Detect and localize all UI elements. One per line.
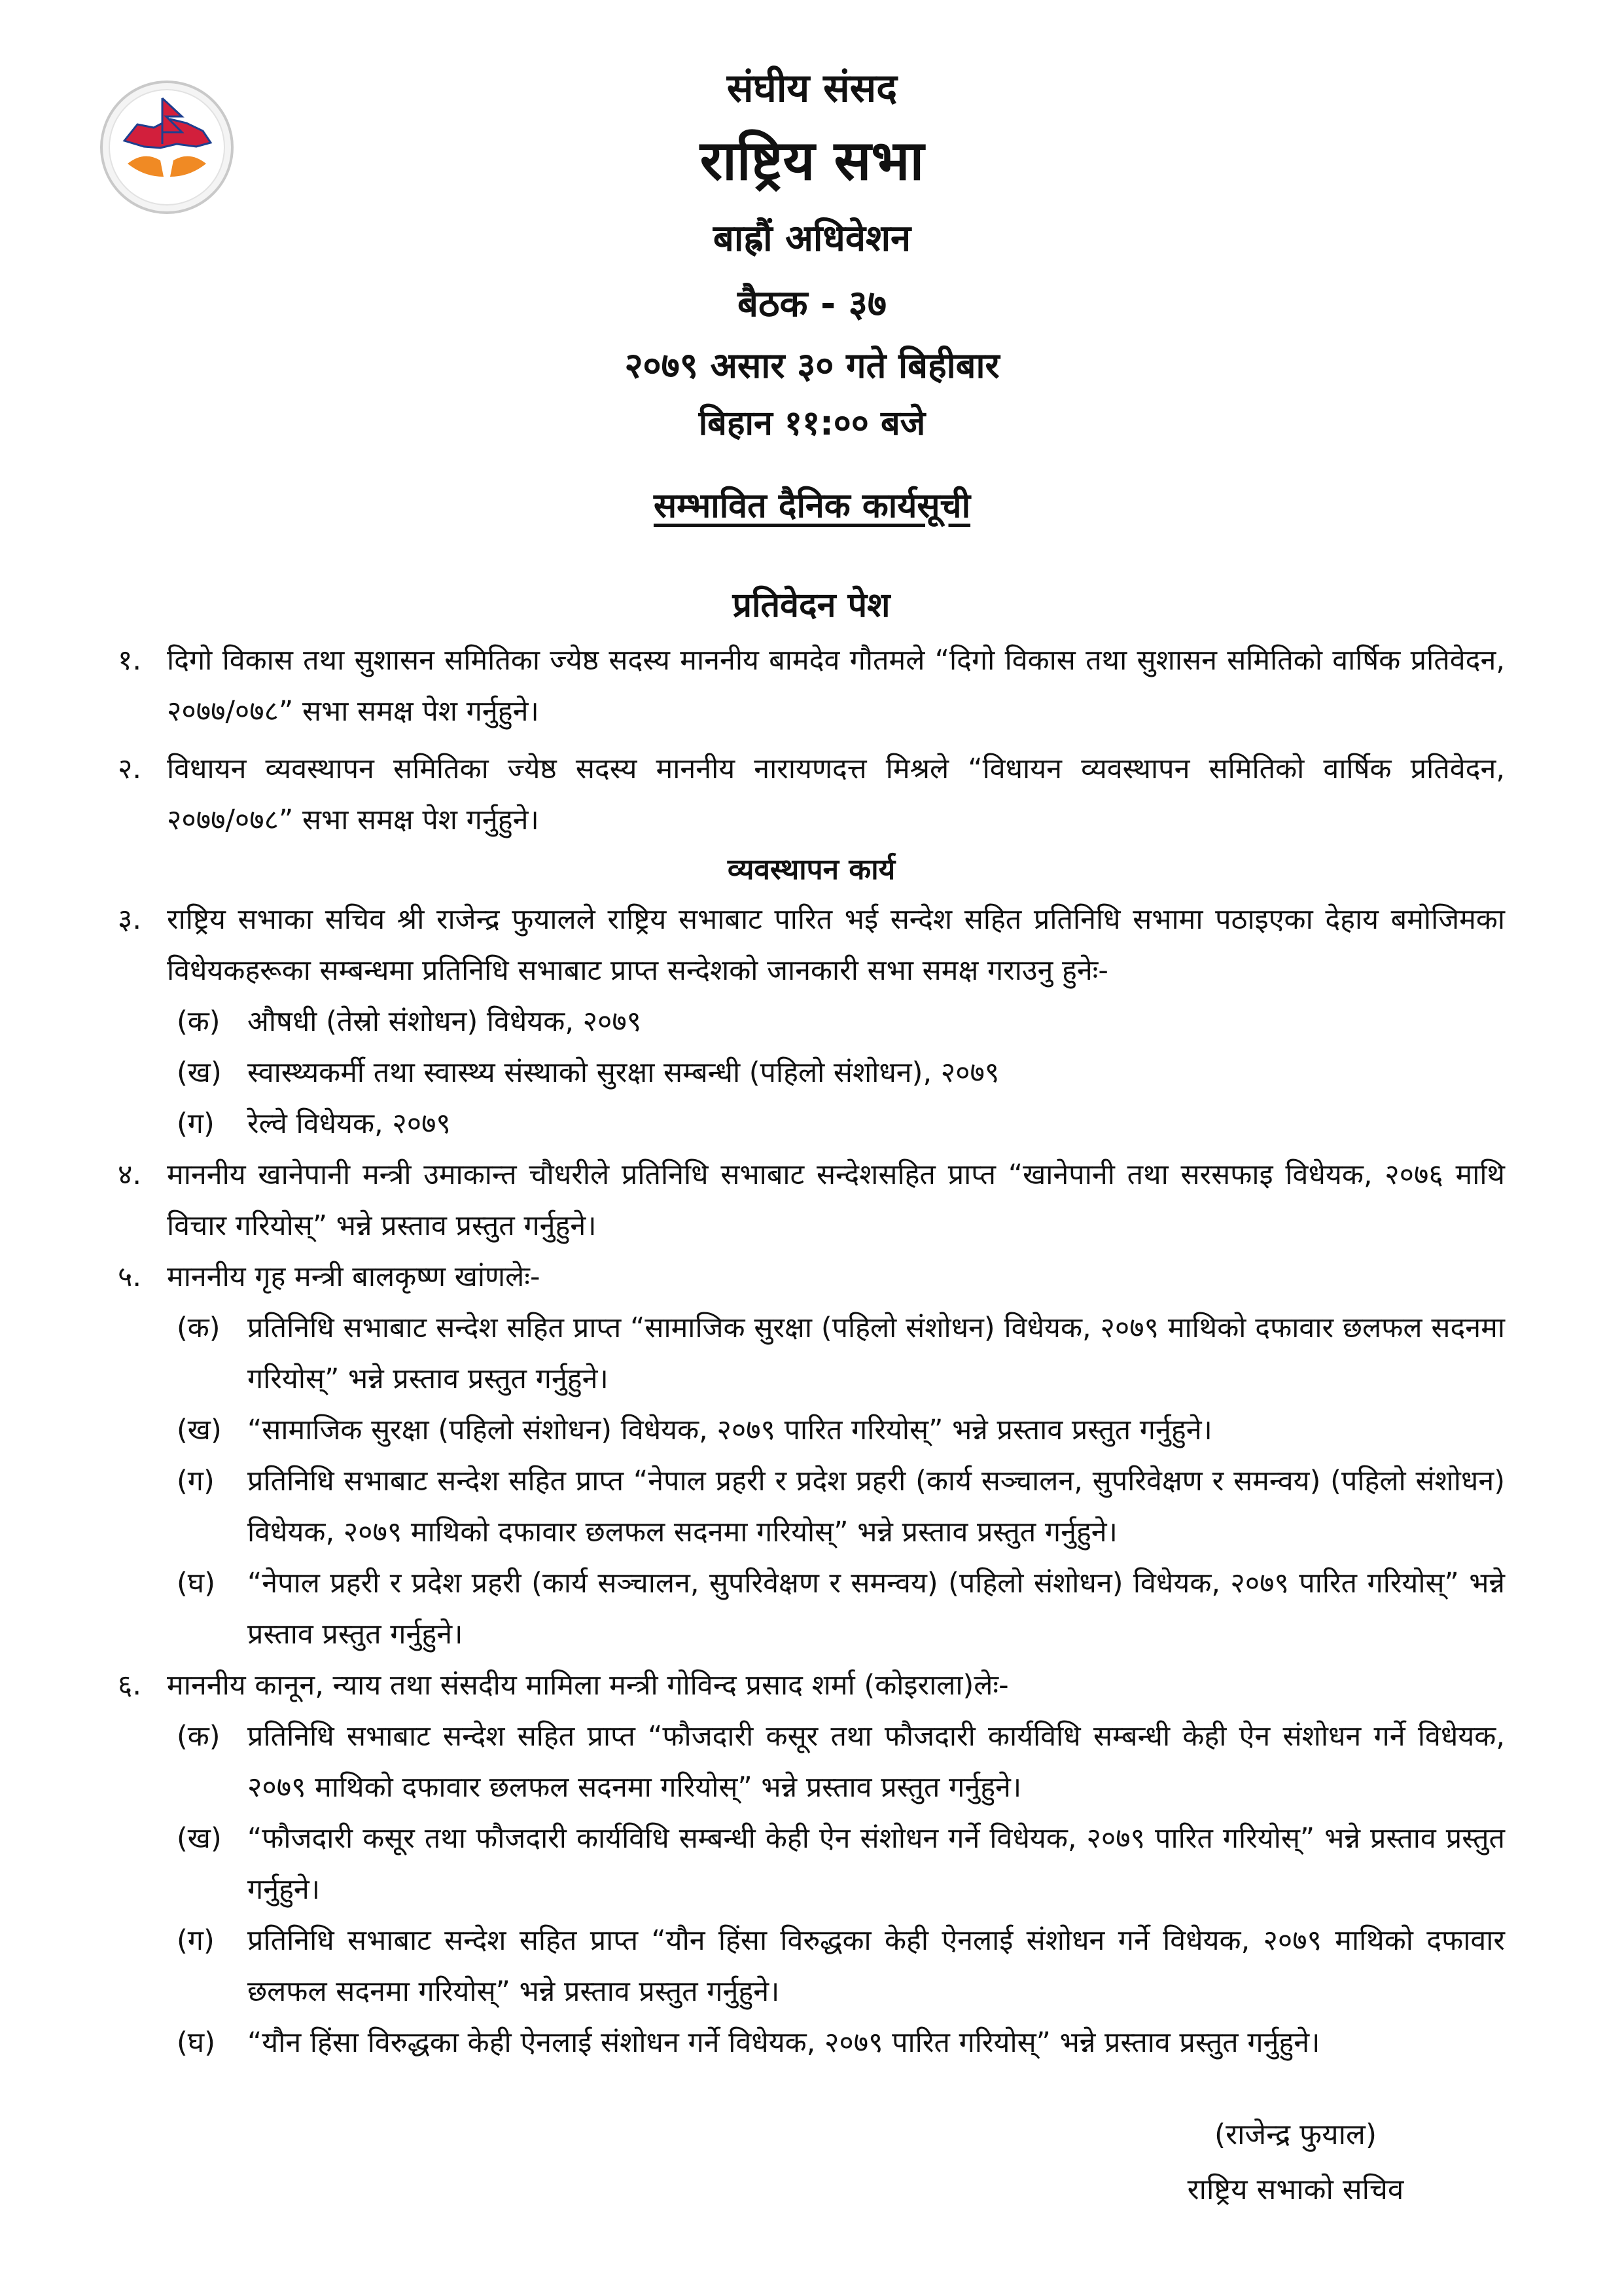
sub-item-text: प्रतिनिधि सभाबाट सन्देश सहित प्राप्त “फौजदारी कसूर तथा फौजदारी कार्यविधि सम्बन्धी केही ऐन संशोधन गर्ने विधेयक, २०७९ माथिको दफावार छलफल सदनमा गरियोस्” भन्ने प्रस्ताव प्रस्तुत गर्नुहुने। [247, 1720, 1505, 1804]
agenda-item-4 [118, 1149, 1505, 1251]
sub-item [177, 1813, 1505, 1915]
agenda-item-1 [118, 635, 1505, 737]
sub-item [177, 1405, 1505, 1456]
session-label: बाह्रौं अधिवेशन [713, 217, 911, 260]
sub-item [177, 1711, 1505, 1813]
item-number: ४. [118, 1158, 142, 1191]
organization-name: संघीय संसद [726, 65, 898, 111]
sub-item-label: (ग) [177, 1924, 215, 1957]
sub-item-label: (ख) [177, 1822, 222, 1855]
agenda-item-5 [118, 1251, 1505, 1302]
sub-item-label: (ख) [177, 1056, 222, 1089]
agenda-content [118, 576, 1505, 2068]
sub-item [177, 1302, 1505, 1405]
sub-item [177, 1098, 1505, 1149]
sub-item-label: (क) [177, 1720, 221, 1753]
agenda-item-2 [118, 744, 1505, 846]
sub-item-text: प्रतिनिधि सभाबाट सन्देश सहित प्राप्त “नेपाल प्रहरी र प्रदेश प्रहरी (कार्य सञ्चालन, सुपरिवेक्षण र समन्वय) (पहिलो संशोधन) विधेयक, २०७९ माथिको दफावार छलफल सदनमा गरियोस्” भन्ने प्रस्ताव प्रस्तुत गर्नुहुने। [247, 1465, 1505, 1549]
sub-item-label: (घ) [177, 2026, 215, 2059]
sub-item [177, 2017, 1505, 2068]
item-number: ५. [118, 1261, 142, 1293]
sub-item-label: (क) [177, 1312, 221, 1344]
item-text: राष्ट्रिय सभाका सचिव श्री राजेन्द्र फुयालले राष्ट्रिय सभाबाट पारित भई सन्देश सहित प्रतिनिधि सभामा पठाइएका देहाय बमोजिमका विधेयकहरूका सम्बन्धमा प्रतिनिधि सभाबाट प्राप्त सन्देशको जानकारी सभा समक्ष गराउनु हुनेः- [167, 903, 1505, 987]
sub-item-label: (क) [177, 1005, 221, 1038]
document-header [0, 62, 1624, 529]
sub-item [177, 996, 1505, 1047]
agenda-item-3 [118, 894, 1505, 996]
sub-item-label: (ग) [177, 1465, 215, 1498]
sub-item-label: (घ) [177, 1567, 215, 1600]
item-number: ३. [118, 903, 142, 936]
sub-item-text: औषधी (तेस्रो संशोधन) विधेयक, २०७९ [247, 1005, 642, 1038]
meeting-date: २०७९ असार ३० गते बिहीबार [624, 345, 1000, 386]
sub-item-text: “सामाजिक सुरक्षा (पहिलो संशोधन) विधेयक, २०७९ पारित गरियोस्” भन्ने प्रस्ताव प्रस्तुत गर्नुहुने। [247, 1414, 1212, 1446]
item-text: माननीय खानेपानी मन्त्री उमाकान्त चौधरीले प्रतिनिधि सभाबाट सन्देशसहित प्राप्त “खानेपानी तथा सरसफाइ विधेयक, २०७६ माथि विचार गरियोस्” भन्ने प्रस्ताव प्रस्तुत गर्नुहुने। [167, 1158, 1505, 1242]
item-number: १. [118, 644, 142, 677]
meeting-number: बैठक - ३७ [737, 283, 887, 325]
sub-item-text: “नेपाल प्रहरी र प्रदेश प्रहरी (कार्य सञ्चालन, सुपरिवेक्षण र समन्वय) (पहिलो संशोधन) विधेयक, २०७९ पारित गरियोस्” भन्ने प्रस्ताव प्रस्तुत गर्नुहुने। [247, 1567, 1505, 1651]
sub-item [177, 1456, 1505, 1558]
sub-item-label: (ख) [177, 1414, 222, 1446]
sub-item [177, 1047, 1505, 1098]
item-number: ६. [118, 1669, 142, 1702]
house-name: राष्ट्रिय सभा [699, 128, 925, 192]
item-text: माननीय कानून, न्याय तथा संसदीय मामिला मन्त्री गोविन्द प्रसाद शर्मा (कोइराला)लेः- [167, 1669, 1009, 1702]
signature-block [1099, 2108, 1492, 2217]
sub-item-text: प्रतिनिधि सभाबाट सन्देश सहित प्राप्त “सामाजिक सुरक्षा (पहिलो संशोधन) विधेयक, २०७९ माथिको दफावार छलफल सदनमा गरियोस्” भन्ने प्रस्ताव प्रस्तुत गर्नुहुने। [247, 1312, 1505, 1395]
item-text: माननीय गृह मन्त्री बालकृष्ण खांणलेः- [167, 1261, 540, 1293]
agenda-item-6 [118, 1660, 1505, 1711]
signatory-name: (राजेन्द्र फुयाल) [1214, 2118, 1377, 2151]
section-heading-report: प्रतिवेदन पेश [732, 586, 891, 625]
sub-item-text: रेल्वे विधेयक, २०७९ [247, 1107, 451, 1140]
sub-item-text: स्वास्थ्यकर्मी तथा स्वास्थ्य संस्थाको सुरक्षा सम्बन्धी (पहिलो संशोधन), २०७९ [247, 1056, 1000, 1089]
section-heading-management: व्यवस्थापन कार्य [727, 853, 896, 886]
meeting-time: बिहान ११:०० बजे [698, 404, 926, 443]
sub-item-label: (ग) [177, 1107, 215, 1140]
sub-item [177, 1558, 1505, 1660]
sub-item-text: प्रतिनिधि सभाबाट सन्देश सहित प्राप्त “यौन हिंसा विरुद्धका केही ऐनलाई संशोधन गर्ने विधेयक, २०७९ माथिको दफावार छलफल सदनमा गरियोस्” भन्ने प्रस्ताव प्रस्तुत गर्नुहुने। [247, 1924, 1505, 2008]
signatory-title: राष्ट्रिय सभाको सचिव [1187, 2173, 1404, 2206]
item-number: २. [118, 753, 142, 785]
sub-item-text: “फौजदारी कसूर तथा फौजदारी कार्यविधि सम्बन्धी केही ऐन संशोधन गर्ने विधेयक, २०७९ पारित गरियोस्” भन्ने प्रस्ताव प्रस्तुत गर्नुहुने। [247, 1822, 1505, 1906]
item-text: विधायन व्यवस्थापन समितिका ज्येष्ठ सदस्य माननीय नारायणदत्त मिश्रले “विधायन व्यवस्थापन समितिको वार्षिक प्रतिवेदन, २०७७/०७८” सभा समक्ष पेश गर्नुहुने। [167, 753, 1505, 836]
item-text: दिगो विकास तथा सुशासन समितिका ज्येष्ठ सदस्य माननीय बामदेव गौतमले “दिगो विकास तथा सुशासन समितिको वार्षिक प्रतिवेदन, २०७७/०७८” सभा समक्ष पेश गर्नुहुने। [167, 644, 1505, 728]
agenda-title: सम्भावित दैनिक कार्यसूची [653, 486, 971, 526]
sub-item-text: “यौन हिंसा विरुद्धका केही ऐनलाई संशोधन गर्ने विधेयक, २०७९ पारित गरियोस्” भन्ने प्रस्ताव प्रस्तुत गर्नुहुने। [247, 2026, 1320, 2059]
sub-item [177, 1915, 1505, 2017]
